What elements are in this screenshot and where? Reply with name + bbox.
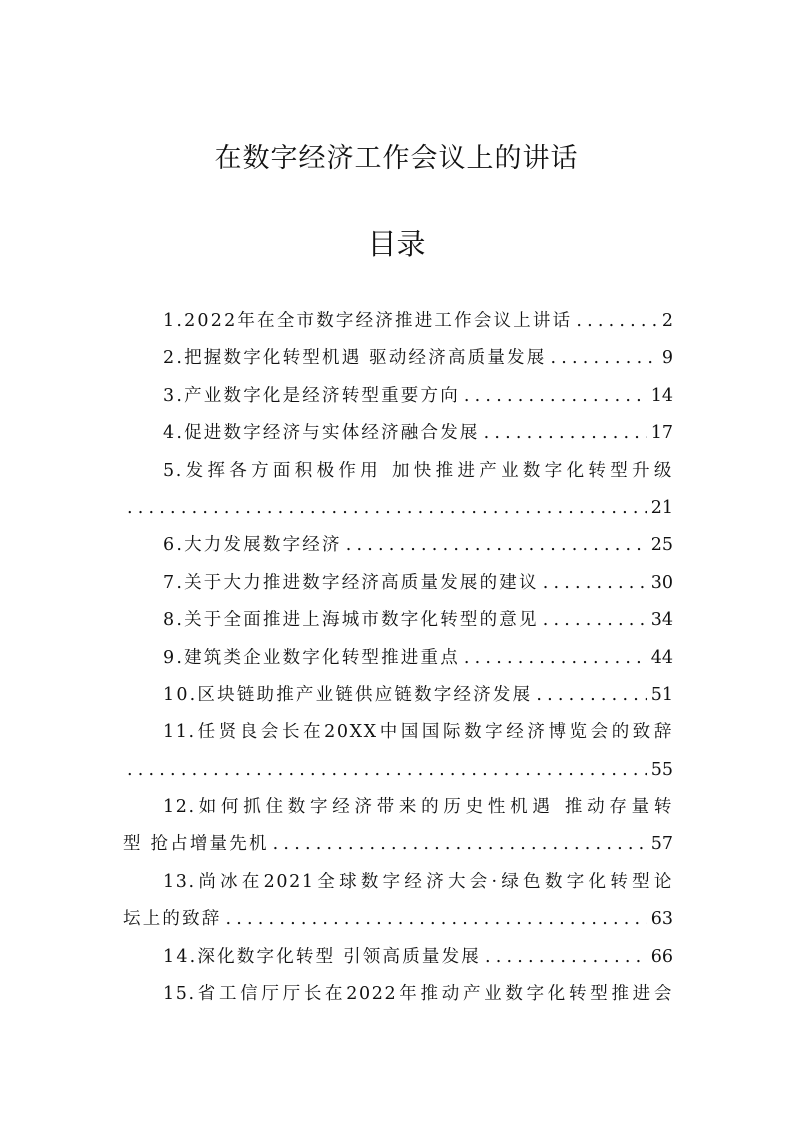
leader-dots: [550, 340, 657, 377]
toc-entry[interactable]: [123, 602, 673, 639]
table-of-contents: [123, 303, 673, 1013]
toc-entry-title: 6.大力发展数字经济: [163, 535, 342, 556]
toc-entry[interactable]: [123, 677, 673, 714]
toc-entry[interactable]: [123, 640, 673, 677]
leader-dots: [127, 752, 647, 789]
leader-dots: [543, 565, 647, 602]
toc-entry-title: 1.2022年在全市数字经济推进工作会议上讲话: [163, 311, 573, 331]
document-title: 在数字经济工作会议上的讲话: [214, 143, 579, 174]
toc-entry[interactable]: [123, 527, 673, 564]
toc-page-number: 30: [650, 572, 673, 593]
leader-dots: [273, 826, 647, 863]
leader-dots: [576, 303, 658, 340]
toc-entry[interactable]: [123, 303, 673, 340]
leader-dots: [464, 378, 647, 415]
toc-entry-title: 11.任贤良会长在20XX中国国际数字经济博览会的致辞: [163, 722, 673, 743]
toc-entry[interactable]: [123, 939, 673, 976]
toc-entry[interactable]: [123, 901, 673, 938]
toc-entry-title: 5.发挥各方面积极作用 加快推进产业数字化转型升级: [163, 460, 673, 481]
toc-entry-title-continued: 坛上的致辞: [123, 909, 222, 930]
toc-page-number: 34: [650, 610, 673, 631]
toc-page-number: 17: [650, 423, 673, 444]
toc-entry[interactable]: [123, 565, 673, 602]
toc-entry-title: 7.关于大力推进数字经济高质量发展的建议: [163, 572, 539, 593]
toc-page-number: 14: [650, 385, 673, 406]
toc-page-number: 66: [650, 946, 673, 967]
toc-page-number: 25: [650, 535, 673, 556]
toc-page-number: 63: [650, 909, 673, 930]
toc-entry[interactable]: [123, 864, 673, 901]
toc-entry-title: 2.把握数字化转型机遇 驱动经济高质量发展: [163, 348, 547, 369]
toc-page-number: 2: [661, 311, 673, 331]
leader-dots: [484, 415, 647, 452]
toc-entry[interactable]: [123, 415, 673, 452]
toc-entry-title: 15.省工信厅厅长在2022年推动产业数字化转型推进会: [163, 984, 673, 1005]
toc-entry[interactable]: [123, 453, 673, 490]
toc-page-number: 51: [650, 684, 673, 705]
toc-entry-title: 8.关于全面推进上海城市数字化转型的意见: [163, 610, 539, 631]
toc-entry-title: 14.深化数字化转型 引领高质量发展: [163, 946, 481, 967]
toc-entry[interactable]: [123, 789, 673, 826]
leader-dots: [346, 527, 647, 564]
toc-entry-title: 9.建筑类企业数字化转型推进重点: [163, 647, 460, 668]
leader-dots: [127, 490, 647, 527]
toc-entry[interactable]: [123, 714, 673, 751]
leader-dots: [226, 901, 647, 938]
toc-page-number: 57: [650, 834, 673, 855]
toc-entry-title: 12.如何抓住数字经济带来的历史性机遇 推动存量转: [163, 797, 673, 818]
toc-heading: 目录: [367, 227, 426, 261]
leader-dots: [536, 677, 646, 714]
toc-page-number: 9: [661, 348, 673, 369]
leader-dots: [485, 939, 647, 976]
toc-entry-title: 10.区块链助推产业链供应链数字经济发展: [163, 684, 533, 705]
toc-page-number: 55: [650, 759, 673, 780]
toc-page-number: 44: [650, 647, 673, 668]
toc-entry-title: 3.产业数字化是经济转型重要方向: [163, 385, 460, 406]
toc-entry-title-continued: 型 抢占增量先机: [123, 834, 269, 855]
toc-page-number: 21: [650, 497, 673, 518]
toc-entry-title: 4.促进数字经济与实体经济融合发展: [163, 423, 480, 444]
toc-entry-title: 13.尚冰在2021全球数字经济大会·绿色数字化转型论: [163, 871, 673, 892]
toc-entry[interactable]: [123, 752, 673, 789]
leader-dots: [464, 640, 647, 677]
toc-entry[interactable]: [123, 976, 673, 1013]
leader-dots: [543, 602, 647, 639]
toc-entry[interactable]: [123, 340, 673, 377]
toc-entry[interactable]: [123, 826, 673, 863]
toc-entry[interactable]: [123, 378, 673, 415]
toc-entry[interactable]: [123, 490, 673, 527]
